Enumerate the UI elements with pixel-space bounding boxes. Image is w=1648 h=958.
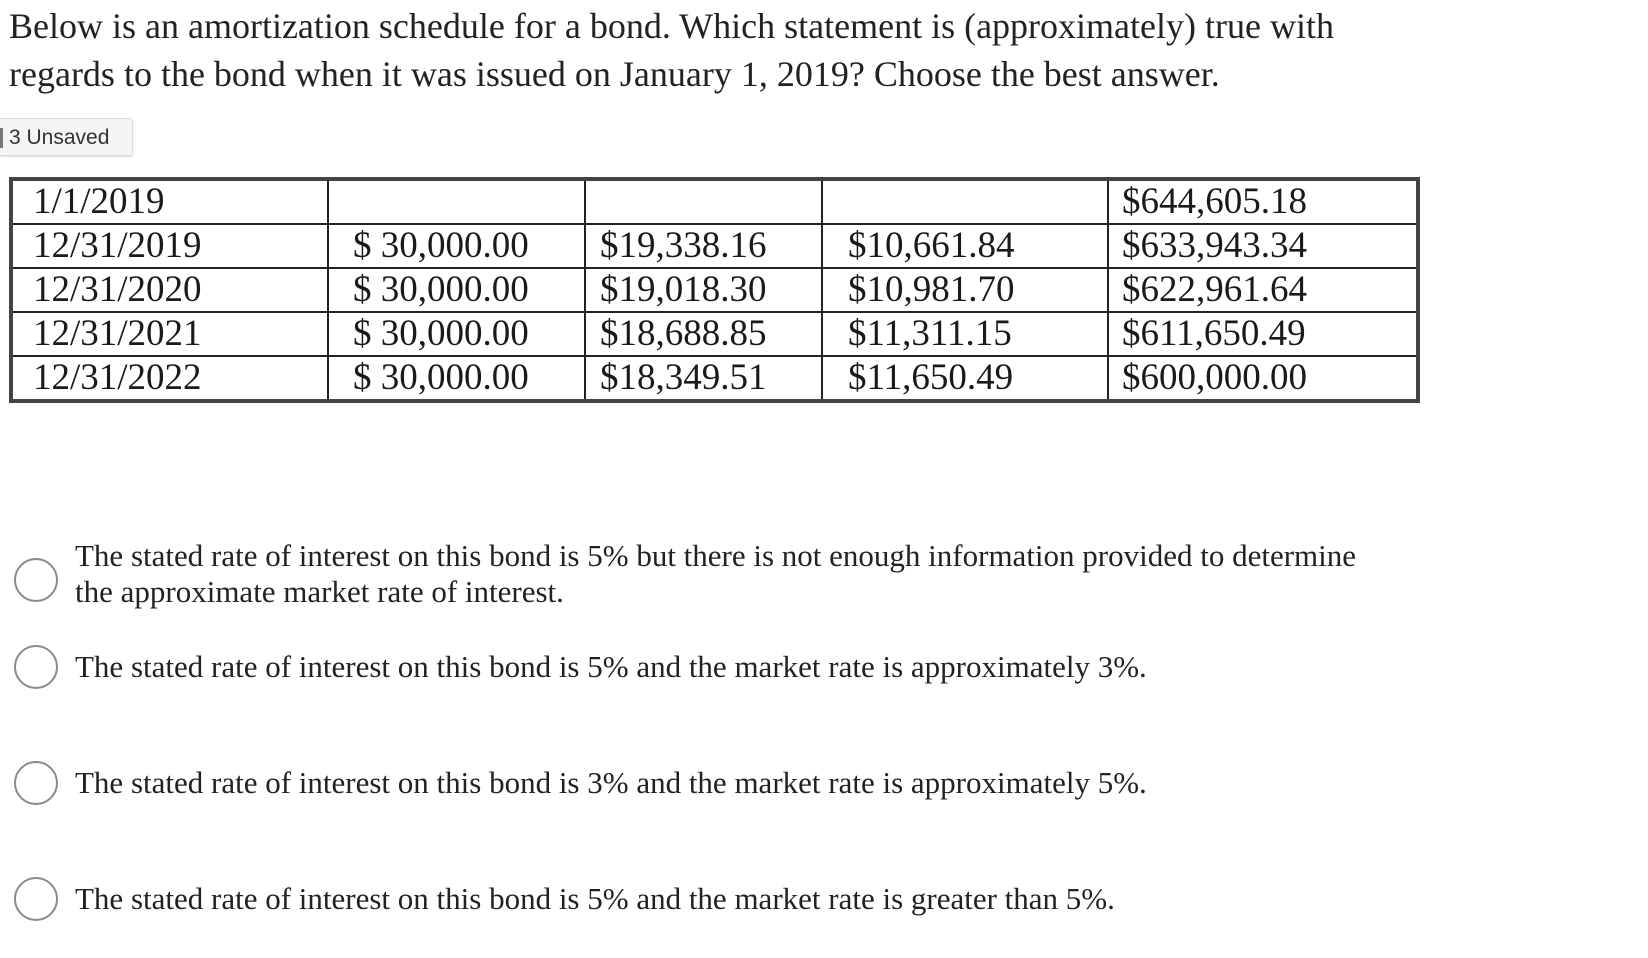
table-cell-cash: $ 30,000.00 (328, 312, 585, 356)
table-cell-interest: $19,018.30 (585, 268, 822, 312)
table-row (11, 356, 1418, 401)
table-cell-carrying-value: $622,961.64 (1108, 268, 1418, 312)
table-cell-interest: $18,349.51 (585, 356, 822, 401)
question-text (9, 2, 1609, 98)
table-cell-cash (328, 179, 585, 224)
table-cell-carrying-value: $644,605.18 (1108, 179, 1418, 224)
radio-button[interactable] (14, 645, 58, 689)
table-cell-carrying-value: $600,000.00 (1108, 356, 1418, 401)
radio-button[interactable] (14, 558, 58, 602)
table-cell-cash: $ 30,000.00 (328, 224, 585, 268)
table-cell-cash: $ 30,000.00 (328, 356, 585, 401)
unsaved-status-badge (0, 118, 133, 156)
table-row (11, 312, 1418, 356)
badge-edge-marker (0, 128, 3, 148)
table-cell-amortization (822, 179, 1108, 224)
table-cell-date: 1/1/2019 (11, 179, 328, 224)
table-cell-date: 12/31/2022 (11, 356, 328, 401)
answer-text: The stated rate of interest on this bond is 5% and the market rate is greater than 5%. (75, 881, 1115, 916)
answer-text: The stated rate of interest on this bond is 3% and the market rate is approximately 5%. (75, 765, 1147, 800)
radio-button[interactable] (14, 877, 58, 921)
table-cell-carrying-value: $611,650.49 (1108, 312, 1418, 356)
table-row (11, 224, 1418, 268)
table-cell-interest: $18,688.85 (585, 312, 822, 356)
table-row (11, 179, 1418, 224)
table-cell-date: 12/31/2019 (11, 224, 328, 268)
table-cell-interest: $19,338.16 (585, 224, 822, 268)
question-line-2: regards to the bond when it was issued on January 1, 2019? Choose the best answer. (9, 54, 1220, 94)
amortization-schedule-table (9, 177, 1420, 403)
table-cell-amortization: $10,661.84 (822, 224, 1108, 268)
table-cell-amortization: $11,650.49 (822, 356, 1108, 401)
answer-text: The stated rate of interest on this bond is 5% and the market rate is approximately 3%. (75, 649, 1147, 684)
question-line-1: Below is an amortization schedule for a bond. Which statement is (approximately) true with (9, 6, 1334, 46)
table-cell-carrying-value: $633,943.34 (1108, 224, 1418, 268)
table-row (11, 268, 1418, 312)
table-cell-date: 12/31/2021 (11, 312, 328, 356)
table-cell-amortization: $10,981.70 (822, 268, 1108, 312)
table-cell-interest (585, 179, 822, 224)
answer-text-line-2: the approximate market rate of interest. (75, 574, 564, 609)
status-label: 3 Unsaved (9, 126, 110, 149)
table-cell-amortization: $11,311.15 (822, 312, 1108, 356)
answer-text-line-1: The stated rate of interest on this bond is 5% but there is not enough information provided to determine (75, 538, 1357, 573)
table-cell-date: 12/31/2020 (11, 268, 328, 312)
answer-text (75, 538, 1455, 610)
radio-button[interactable] (14, 761, 58, 805)
table-cell-cash: $ 30,000.00 (328, 268, 585, 312)
